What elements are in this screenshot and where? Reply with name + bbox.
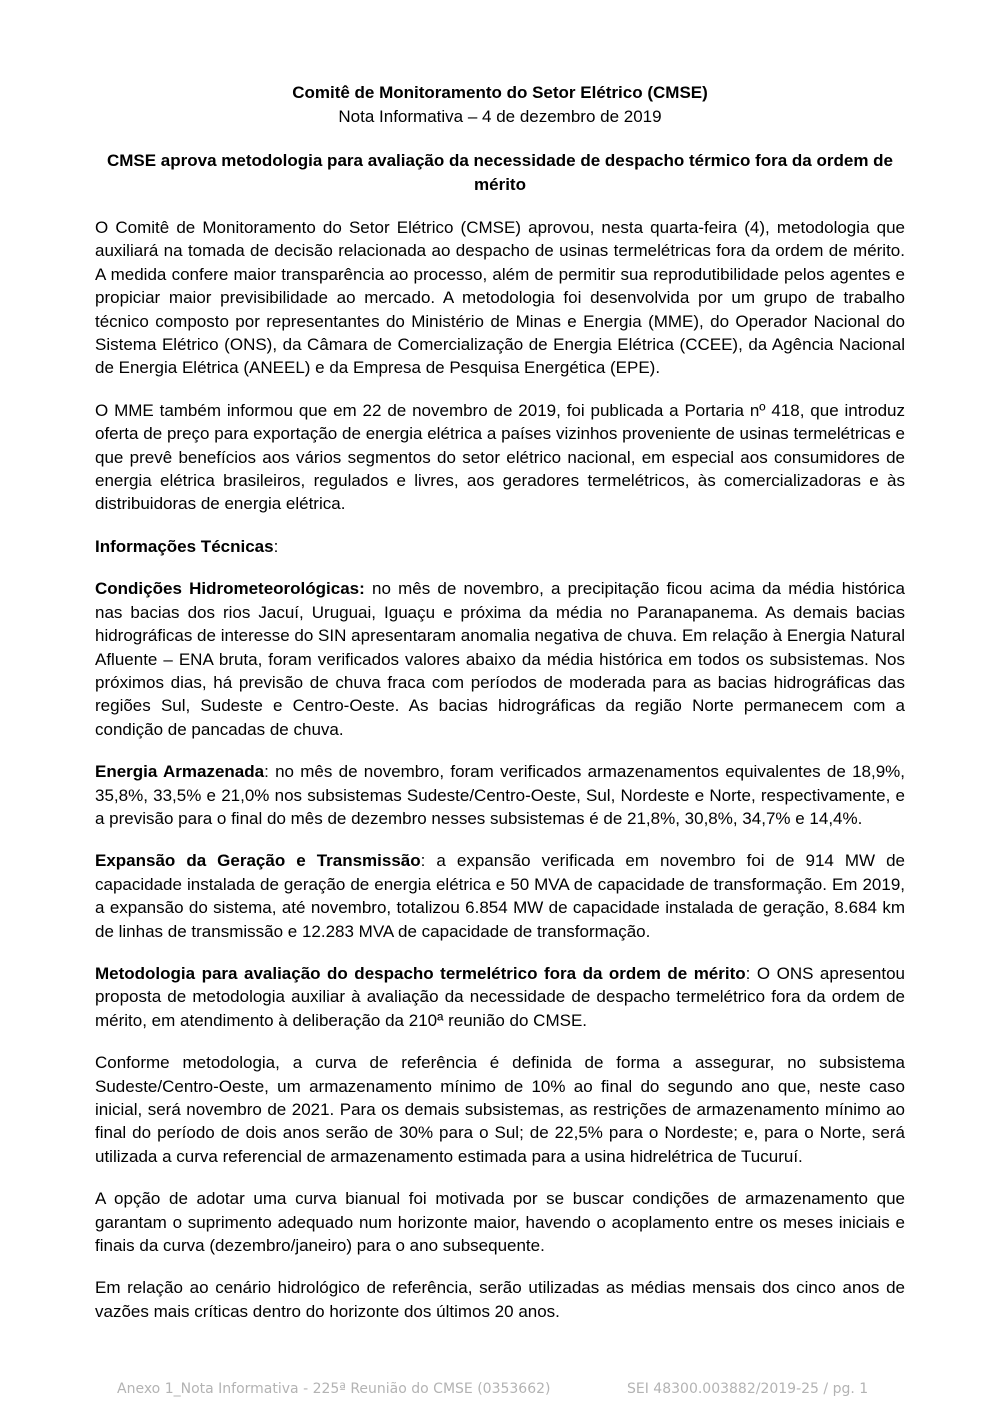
footer-sei-page-number: SEI 48300.003882/2019-25 / pg. 1 xyxy=(627,1381,869,1397)
technical-info-heading xyxy=(95,535,905,558)
document-page xyxy=(95,81,905,1342)
technical-info-colon: : xyxy=(273,536,279,556)
committee-title: Comitê de Monitoramento do Setor Elétrico (CMSE) xyxy=(292,83,708,102)
expansion-lead: Expansão da Geração e Transmissão xyxy=(95,851,421,871)
expansion-text: : a expansão verificada em novembro foi de 914 MW de capacidade instalada de geração de energia elétrica e 50 MVA de capacidade de transformação. Em 2019, a expansão do sistema, até novembro, totalizou 6.854 MW de capacidade instalada de geração, 8.684 km de linhas de transmissão e 12.283 MVA de capacidade de transformação. xyxy=(95,851,906,941)
reference-curve-paragraph: Conforme metodologia, a curva de referência é definida de forma a assegurar, no subsistema Sudeste/Centro-Oeste, um armazenamento mínimo de 10% ao final do segundo ano que, neste caso inicial, será novembro de 2021. Para os demais subsistemas, as restrições de armazenamento mínimo ao final do período de dois anos serão de 30% para o Sul; de 22,5% para o Nordeste; e, para o Norte, será utilizada a curva referencial de armazenamento estimada para a usina hidrelétrica de Tucuruí. xyxy=(95,1053,905,1166)
methodology-text: : O ONS apresentou proposta de metodologia auxiliar à avaliação da necessidade de despacho termelétrico fora da ordem de mérito, em atendimento à deliberação da 210ª reunião do CMSE. xyxy=(95,963,905,1030)
stored-energy-text: : no mês de novembro, foram verificados armazenamentos equivalentes de 18,9%, 35,8%, 33,5% e 21,0% nos subsistemas Sudeste/Centro-Oeste, Sul, Nordeste e Norte, respectivamente, e a previsão para o final do mês de dezembro nesses subsistemas é de 21,8%, 30,8%, 34,7% e 14,4%. xyxy=(95,762,906,828)
note-date-subtitle: Nota Informativa – 4 de dezembro de 2019 xyxy=(338,107,662,126)
hydro-conditions-paragraph xyxy=(95,577,905,741)
expansion-paragraph xyxy=(95,849,905,943)
document-header xyxy=(95,81,905,129)
hydro-conditions-lead: Condições Hidrometeorológicas: xyxy=(95,579,365,599)
portaria-paragraph: O MME também informou que em 22 de novembro de 2019, foi publicada a Portaria nº 418, que introduz oferta de preço para exportação de energia elétrica a países vizinhos proveniente de usinas termelétricas e que prevê benefícios aos vários segmentos do setor elétrico nacional, em especial aos consumidores de energia elétrica brasileiros, regulados e livres, aos geradores termelétricos, às comercializadoras e às distribuidoras de energia elétrica. xyxy=(95,400,905,514)
stored-energy-lead: Energia Armazenada xyxy=(95,762,265,782)
hydro-conditions-text: no mês de novembro, a precipitação ficou acima da média histórica nas bacias dos rios Jacuí, Uruguai, Iguaçu e próxima da média no Paranapanema. As demais bacias hidrográficas de interesse do SIN apresentaram anomalia negativa de chuva. Em relação à Energia Natural Afluente – ENA bruta, foram verificados valores abaixo da média histórica em todos os subsistemas. Nos próximos dias, há previsão de chuva fraca com períodos de moderada para as bacias hidrográficas das regiões Sul, Sudeste e Centro-Oeste. As bacias hidrográficas da região Norte permanecem com a condição de pancadas de chuva. xyxy=(95,579,905,739)
footer-annex-label: Anexo 1_Nota Informativa - 225ª Reunião do CMSE (0353662) xyxy=(117,1381,551,1397)
methodology-paragraph xyxy=(95,962,905,1032)
technical-info-label: Informações Técnicas xyxy=(95,536,274,556)
stored-energy-paragraph xyxy=(95,760,905,830)
methodology-lead: Metodologia para avaliação do despacho termelétrico fora da ordem de mérito xyxy=(95,963,746,983)
biannual-curve-paragraph: A opção de adotar uma curva bianual foi motivada por se buscar condições de armazenamento que garantam o suprimento adequado num horizonte maior, havendo o acoplamento entre os meses iniciais e finais da curva (dezembro/janeiro) para o ano subsequente. xyxy=(95,1189,905,1256)
hydrological-scenario-paragraph: Em relação ao cenário hidrológico de referência, serão utilizadas as médias mensais dos cinco anos de vazões mais críticas dentro do horizonte dos últimos 20 anos. xyxy=(95,1278,905,1321)
headline: CMSE aprova metodologia para avaliação da necessidade de despacho térmico fora da ordem de mérito xyxy=(106,151,894,194)
intro-paragraph: O Comitê de Monitoramento do Setor Elétrico (CMSE) aprovou, nesta quarta-feira (4), metodologia que auxiliará na tomada de decisão relacionada ao despacho de usinas termelétricas fora da ordem de mérito. A medida confere maior transparência ao processo, além de permitir sua reprodutibilidade pelos agentes e propiciar maior previsibilidade ao mercado. A metodologia foi desenvolvida por um grupo de trabalho técnico composto por representantes do Ministério de Minas e Energia (MME), do Operador Nacional do Sistema Elétrico (ONS), da Câmara de Comercialização de Energia Elétrica (CCEE), da Agência Nacional de Energia Elétrica (ANEEL) e da Empresa de Pesquisa Energética (EPE). xyxy=(95,218,905,378)
